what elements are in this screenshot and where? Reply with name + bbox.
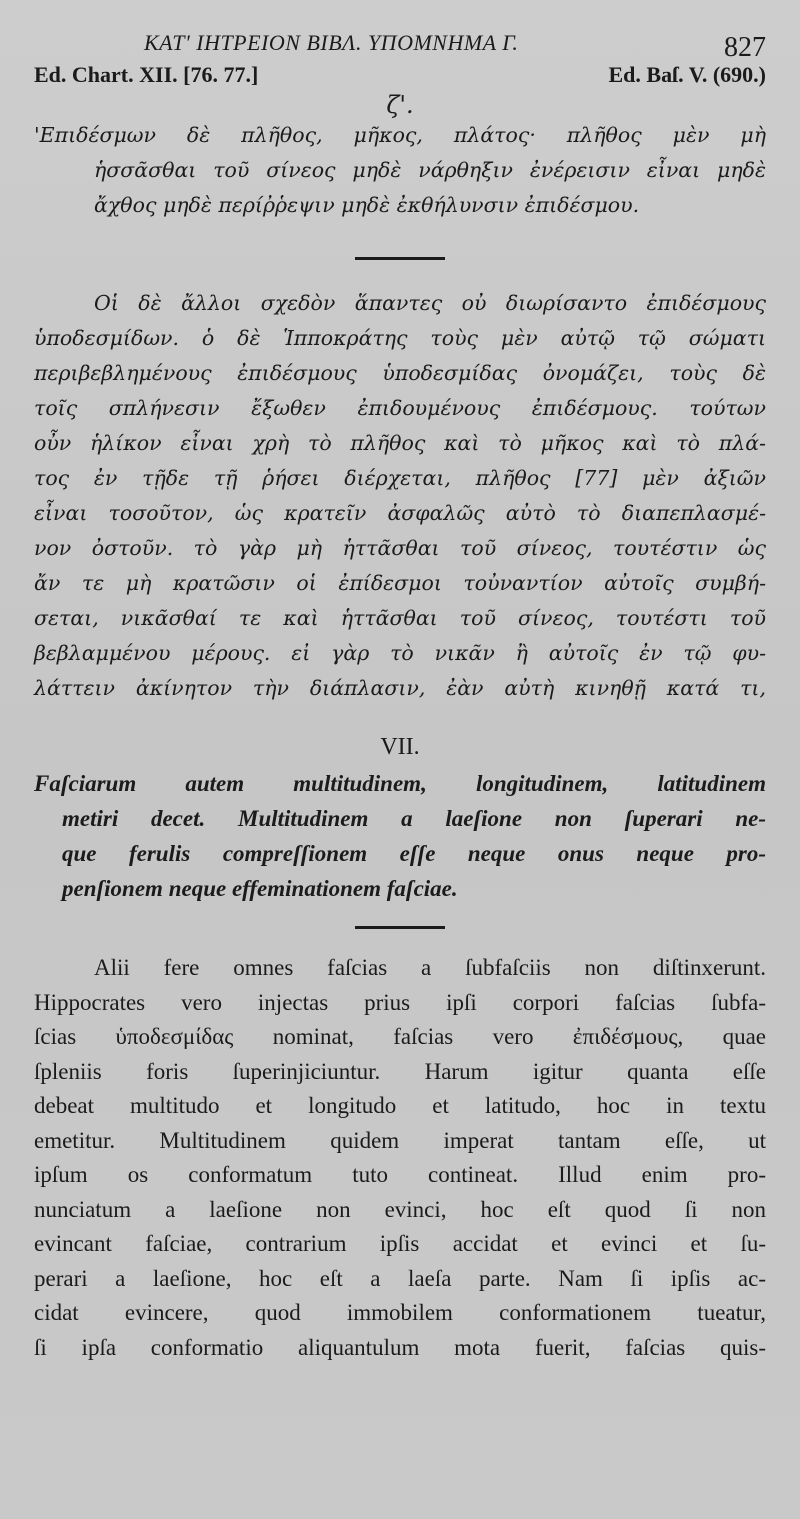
latin-commentary-line: ſpleniis foris ſuperinjiciuntur. Harum igitur quanta eſſe xyxy=(34,1058,766,1084)
section-number-latin: VII. xyxy=(380,734,420,760)
greek-lemma xyxy=(34,118,766,223)
latin-lemma-line: que ferulis compreſſionem eſſe neque onus neque pro- xyxy=(62,841,766,866)
page-number: 827 xyxy=(724,32,766,63)
greek-commentary-line: εἶναι τοσοῦτον, ὡς κρατεῖν ἀσφαλῶς αὐτὸ τὸ διαπεπλασμέ- xyxy=(34,501,766,525)
edition-chartier-ref: Ed. Chart. XII. [76. 77.] xyxy=(34,62,259,87)
greek-commentary-line: λάττειν ἀκίνητον τὴν διάπλασιν, ἐὰν αὐτὴ κινηθῇ κατά τι, xyxy=(34,676,766,700)
latin-commentary-line: Hippocrates vero injectas prius ipſi corpori faſcias ſubfa- xyxy=(34,989,766,1015)
latin-lemma-line: metiri decet. Multitudinem a laeſione non ſuperari ne- xyxy=(62,806,766,831)
greek-commentary-line: τος ἐν τῇδε τῇ ῥήσει διέρχεται, πλῆθος [77] μὲν ἀξιῶν xyxy=(34,466,766,490)
latin-commentary-line: ſcias ὑποδεσμίδας nominat, faſcias vero ἐπιδέσμους, quae xyxy=(34,1024,766,1049)
page-header xyxy=(34,22,766,63)
latin-commentary-line: ſi ipſa conformatio aliquantulum mota fuerit, faſcias quis- xyxy=(34,1334,766,1360)
greek-commentary-line: σεται, νικᾶσθαί τε καὶ ἡττᾶσθαι τοῦ σίνεος, τουτέστι τοῦ xyxy=(34,606,766,630)
edition-references xyxy=(34,62,766,92)
section-number-greek: ζ'. xyxy=(386,91,414,119)
latin-commentary xyxy=(34,951,766,1365)
greek-commentary xyxy=(34,286,766,706)
greek-commentary-line: νον ὀστοῦν. τὸ γὰρ μὴ ἡττᾶσθαι τοῦ σίνεος, τουτέστιν ὡς xyxy=(34,536,766,560)
latin-commentary-line: cidat evincere, quod immobilem conformationem tueatur, xyxy=(34,1300,766,1325)
latin-commentary-line: Alii fere omnes faſcias a ſubfaſciis non diſtinxerunt. xyxy=(94,955,766,980)
latin-lemma-line: penſionem neque effeminationem faſciae. xyxy=(62,876,458,901)
greek-commentary-line: Οἱ δὲ ἄλλοι σχεδὸν ἅπαντες οὐ διωρίσαντο ἐπιδέσμους xyxy=(94,291,766,315)
greek-commentary-line: βεβλαμμένου μέρους. εἰ γὰρ τὸ νικᾶν ἢ αὐτοῖς ἐν τῷ φυ- xyxy=(34,641,766,665)
edition-basel-ref: Ed. Baſ. V. (690.) xyxy=(608,62,766,87)
latin-commentary-line: evincant faſciae, contrarium ipſis accidat et evinci et ſu- xyxy=(34,1231,766,1256)
latin-lemma xyxy=(34,766,766,906)
latin-commentary-line: emetitur. Multitudinem quidem imperat tantam eſſe, ut xyxy=(34,1127,766,1153)
section-divider xyxy=(355,257,445,260)
latin-commentary-line: ipſum os conformatum tuto contineat. Illud enim pro- xyxy=(34,1162,766,1187)
greek-lemma-line: 'Επιδέσμων δὲ πλῆθος, μῆκος, πλάτος· πλῆθος μὲν μὴ xyxy=(34,123,766,147)
greek-commentary-line: περιβεβλημένους ἐπιδέσμους ὑποδεσμίδας ὀνομάζει, τοὺς δὲ xyxy=(34,361,766,385)
greek-commentary-line: ἄν τε μὴ κρατῶσιν οἱ ἐπίδεσμοι τοὐναντίον αὐτοῖς συμβή- xyxy=(34,571,766,595)
latin-lemma-line: Faſciarum autem multitudinem, longitudinem, latitudinem xyxy=(34,771,766,796)
greek-commentary-line: τοῖς σπλήνεσιν ἔξωθεν ἐπιδουμένους ἐπιδέσμους. τούτων xyxy=(34,396,766,420)
greek-lemma-line: ἡσσᾶσθαι τοῦ σίνεος μηδὲ νάρθηξιν ἐνέρεισιν εἶναι μηδὲ xyxy=(94,158,766,182)
latin-commentary-line: debeat multitudo et longitudo et latitudo, hoc in textu xyxy=(34,1093,766,1118)
section-divider xyxy=(355,926,445,929)
latin-commentary-line: nunciatum a laeſione non evinci, hoc eſt quod ſi non xyxy=(34,1196,766,1222)
greek-commentary-line: ὑποδεσμίδων. ὁ δὲ Ἱπποκράτης τοὺς μὲν αὐτῷ τῷ σώματι xyxy=(34,326,766,350)
running-title: ΚΑΤ' ΙΗΤΡΕΙΟΝ ΒΙΒΛ. ΥΠΟΜΝΗΜΑ Γ. xyxy=(144,30,519,55)
greek-commentary-line: οὖν ἡλίκον εἶναι χρὴ τὸ πλῆθος καὶ τὸ μῆκος καὶ τὸ πλά- xyxy=(34,431,766,455)
greek-lemma-line: ἄχθος μηδὲ περίῤῥεψιν μηδὲ ἐκθήλυνσιν ἐπιδέσμου. xyxy=(94,193,640,217)
latin-commentary-line: perari a laeſione, hoc eſt a laeſa parte. Nam ſi ipſis ac- xyxy=(34,1265,766,1291)
